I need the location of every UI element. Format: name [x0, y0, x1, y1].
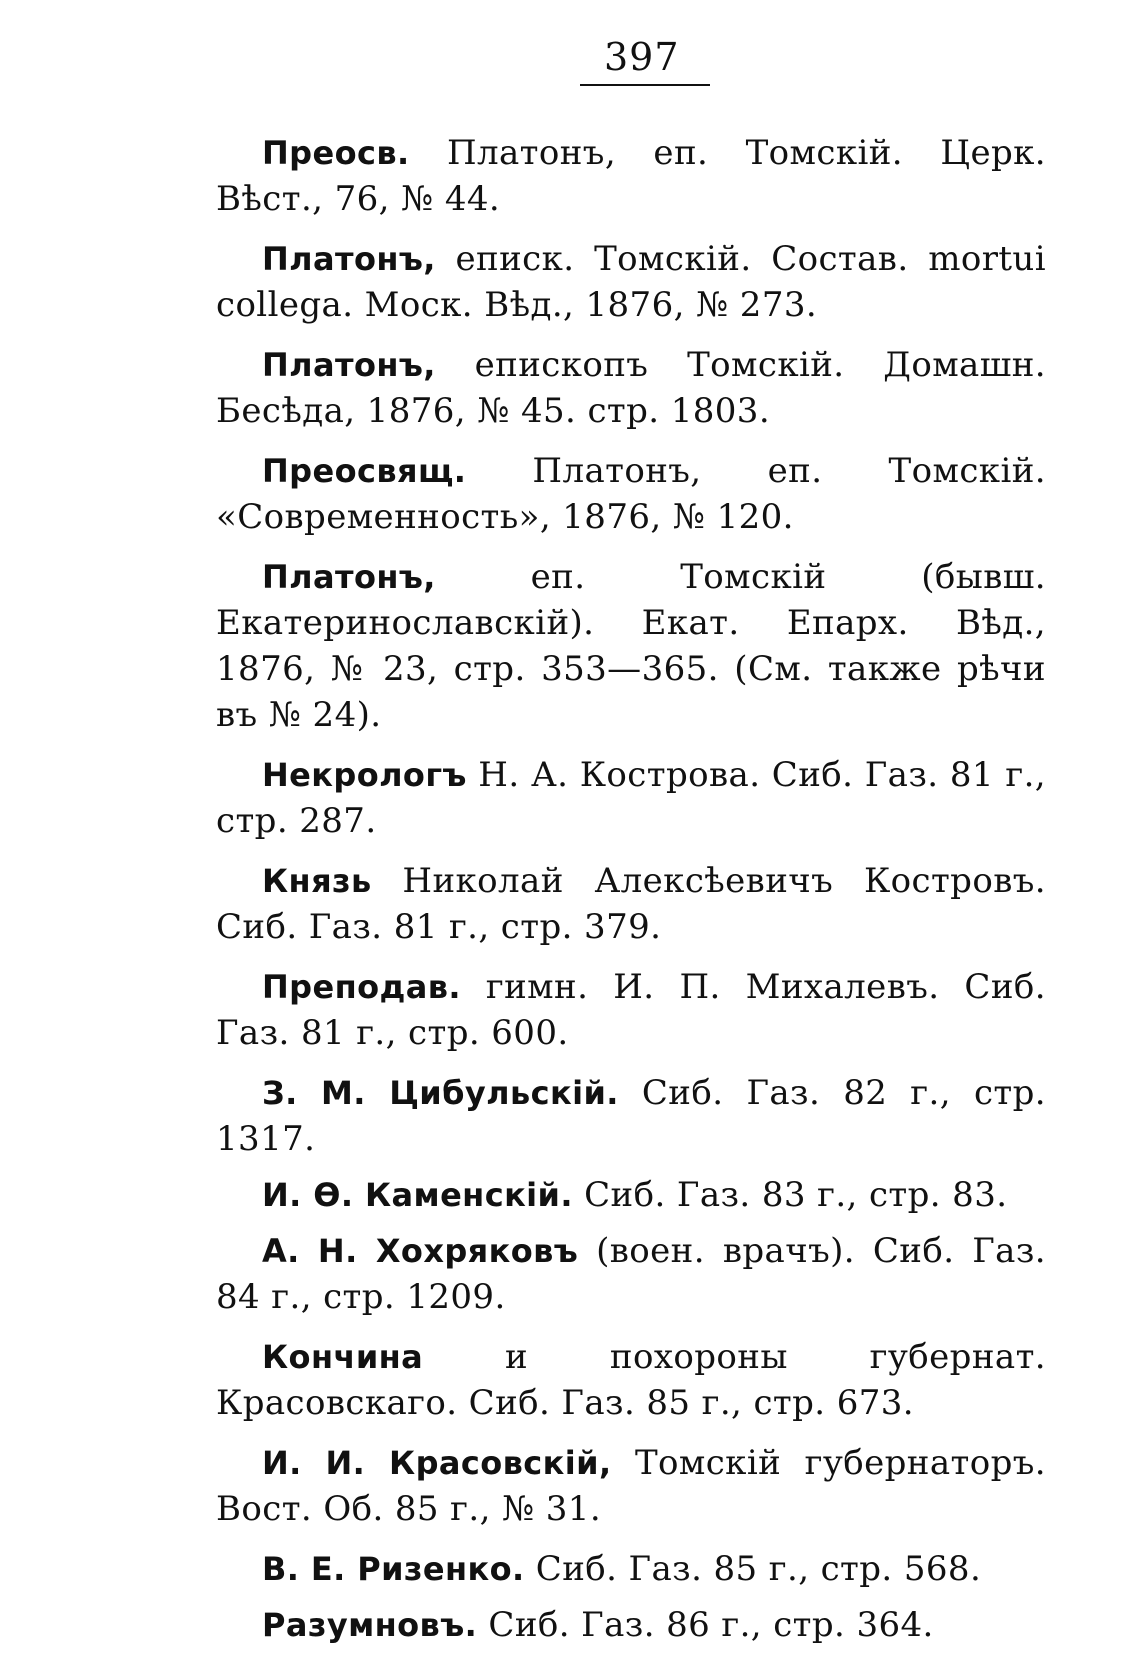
entry-text: (воен. врачъ). Сиб. Газ. 84 г., стр. 1209.: [216, 1231, 1046, 1317]
bibliography-entry: [216, 1440, 1046, 1532]
entry-text: еписк. Томскій. Состав. mortui collega. Моск. Вѣд., 1876, № 273.: [216, 239, 1046, 325]
entry-heading: Кончина: [262, 1338, 424, 1376]
entry-text: Сиб. Газ. 86 г., стр. 364.: [477, 1605, 934, 1645]
entry-heading: Преподав.: [262, 968, 461, 1006]
entry-text: Сиб. Газ. 83 г., стр. 83.: [572, 1175, 1008, 1215]
page-number: 397: [604, 35, 680, 79]
entry-text: гимн. И. П. Михалевъ. Сиб. Газ. 81 г., стр. 600.: [216, 967, 1046, 1053]
bibliography-entry: [216, 448, 1046, 540]
entry-text: Сиб. Газ. 82 г., стр. 1317.: [216, 1073, 1046, 1159]
entry-text: Сиб. Газ. 85 г., стр. 568.: [524, 1549, 982, 1589]
bibliography-entry: [216, 554, 1046, 738]
entry-text: епископъ Томскій. Домашн. Бесѣда, 1876, № 45. стр. 1803.: [216, 345, 1046, 431]
bibliography-entry: [216, 1172, 1046, 1218]
bibliography-entry: [216, 1602, 1046, 1648]
page-number-underline: [580, 84, 710, 86]
entry-text: еп. Томскій (бывш. Екатеринославскій). Екат. Епарх. Вѣд., 1876, № 23, стр. 353—365. (См. также рѣчи въ № 24).: [216, 557, 1046, 735]
bibliography-entry: [216, 858, 1046, 950]
bibliography-list: [216, 130, 1046, 1658]
entry-heading: В. Е. Ризенко.: [262, 1550, 525, 1588]
entry-text: Томскій губернаторъ. Вост. Об. 85 г., № 31.: [216, 1443, 1046, 1529]
entry-heading: Разумновъ.: [262, 1606, 478, 1644]
entry-heading: Князь: [262, 862, 372, 900]
entry-heading: И. Ѳ. Каменскій.: [262, 1176, 573, 1214]
bibliography-entry: [216, 342, 1046, 434]
bibliography-entry: [216, 1334, 1046, 1426]
entry-text: Н. А. Кострова. Сиб. Газ. 81 г., стр. 287.: [216, 755, 1046, 841]
entry-heading: Некрологъ: [262, 756, 467, 794]
entry-heading: Платонъ,: [262, 240, 436, 278]
entry-text: Платонъ, еп. Томскій. «Современность», 1876, № 120.: [216, 451, 1046, 537]
entry-heading: Платонъ,: [262, 558, 436, 596]
bibliography-entry: [216, 964, 1046, 1056]
entry-heading: Преосвящ.: [262, 452, 467, 490]
bibliography-entry: [216, 1070, 1046, 1162]
entry-heading: Преосв.: [262, 134, 410, 172]
entry-heading: З. М. Цибульскій.: [262, 1074, 619, 1112]
bibliography-entry: [216, 236, 1046, 328]
entry-heading: Платонъ,: [262, 346, 436, 384]
entry-heading: И. И. Красовскій,: [262, 1444, 612, 1482]
entry-text: и похороны губернат. Красовскаго. Сиб. Газ. 85 г., стр. 673.: [216, 1337, 1046, 1423]
bibliography-entry: [216, 1546, 1046, 1592]
bibliography-entry: [216, 1228, 1046, 1320]
entry-text: Платонъ, еп. Томскій. Церк. Вѣст., 76, № 44.: [216, 133, 1046, 219]
bibliography-entry: [216, 130, 1046, 222]
bibliography-entry: [216, 752, 1046, 844]
entry-heading: А. Н. Хохряковъ: [262, 1232, 579, 1270]
entry-text: Николай Алексѣевичъ Костровъ. Сиб. Газ. 81 г., стр. 379.: [216, 861, 1046, 947]
